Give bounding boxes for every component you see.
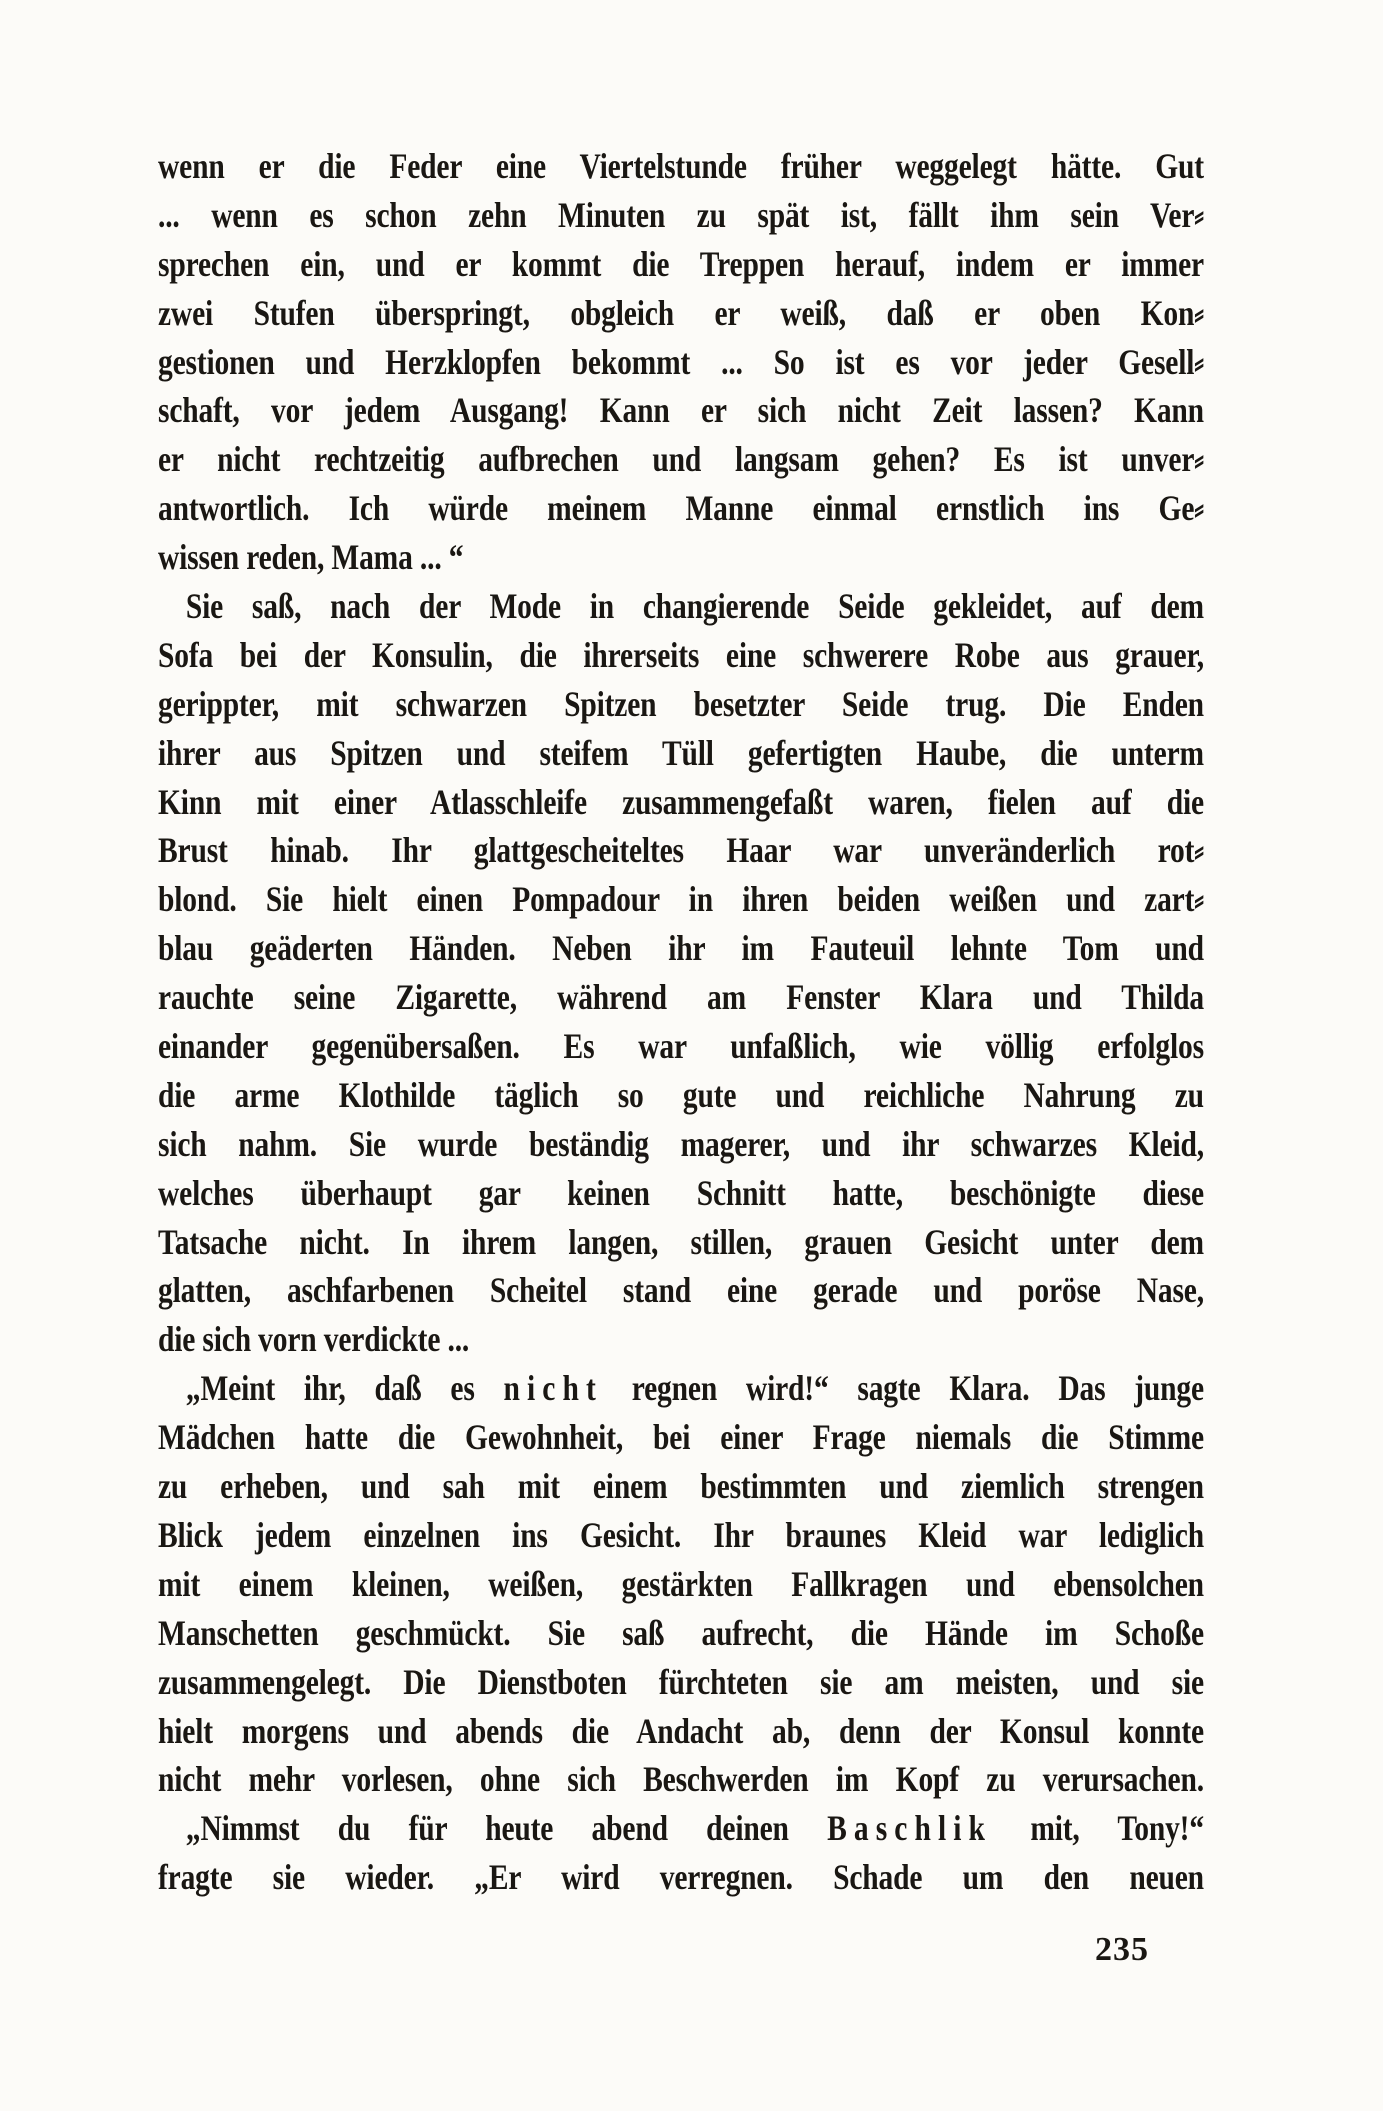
text-line: die arme Klothilde täglich so gute und reichliche Nahrung zu xyxy=(158,1074,1204,1115)
emphasized-word: Baschlik xyxy=(827,1808,993,1849)
text-line: Brust hinab. Ihr glattgescheiteltes Haar war unveränderlich rot⸗ xyxy=(158,830,1204,871)
text-line: welches überhaupt gar keinen Schnitt hatte, beschönigte diese xyxy=(158,1172,1204,1213)
paragraph xyxy=(158,1364,1204,1804)
text-line: er nicht rechtzeitig aufbrechen und langsam gehen? Es ist unver⸗ xyxy=(158,439,1204,480)
text-line: hielt morgens und abends die Andacht ab, denn der Konsul konnte xyxy=(158,1710,1204,1751)
text-line: gestionen und Herzklopfen bekommt ... So ist es vor jeder Gesell⸗ xyxy=(158,341,1204,382)
text-line: Blick jedem einzelnen ins Gesicht. Ihr braunes Kleid war lediglich xyxy=(158,1514,1204,1555)
text-line: wenn er die Feder eine Viertelstunde früher weggelegt hätte. Gut xyxy=(158,146,1204,186)
text-line: Sofa bei der Konsulin, die ihrerseits eine schwerere Robe aus grauer, xyxy=(158,634,1204,675)
text-line: gerippter, mit schwarzen Spitzen besetzter Seide trug. Die Enden xyxy=(158,683,1204,724)
text-line: ihrer aus Spitzen und steifem Tüll gefertigten Haube, die unterm xyxy=(158,732,1204,773)
text-line: wissen reden, Mama ... “ xyxy=(158,537,464,578)
text-line: antwortlich. Ich würde meinem Manne einmal ernstlich ins Ge⸗ xyxy=(158,488,1204,529)
paragraph xyxy=(158,142,1204,582)
page-number: 235 xyxy=(1095,1931,1149,1968)
text-line: die sich vorn verdickte ... xyxy=(158,1319,470,1360)
text-line: sich nahm. Sie wurde beständig magerer, und ihr schwarzes Kleid, xyxy=(158,1123,1204,1164)
text-line: sprechen ein, und er kommt die Treppen herauf, indem er immer xyxy=(158,243,1204,284)
paragraph xyxy=(158,1804,1204,1902)
text-line: blau geäderten Händen. Neben ihr im Fauteuil lehnte Tom und xyxy=(158,928,1204,969)
text-line: glatten, aschfarbenen Scheitel stand eine gerade und poröse Nase, xyxy=(158,1270,1204,1311)
text-line: „Nimmst du für heute abend deinen Baschlik mit, Tony!“ xyxy=(185,1808,1204,1849)
text-line: Manschetten geschmückt. Sie saß aufrecht, die Hände im Schoße xyxy=(158,1612,1204,1653)
paragraph xyxy=(158,582,1204,1364)
text-line: zwei Stufen überspringt, obgleich er weiß, daß er oben Kon⸗ xyxy=(158,292,1204,333)
text-line: zusammengelegt. Die Dienstboten fürchteten sie am meisten, und sie xyxy=(158,1661,1204,1702)
text-line: Mädchen hatte die Gewohnheit, bei einer Frage niemals die Stimme xyxy=(158,1417,1204,1458)
text-block xyxy=(158,142,1204,1902)
text-line: einander gegenübersaßen. Es war unfaßlich, wie völlig erfolglos xyxy=(158,1026,1204,1067)
text-line: zu erheben, und sah mit einem bestimmten und ziemlich strengen xyxy=(158,1466,1204,1507)
text-line: mit einem kleinen, weißen, gestärkten Fallkragen und ebensolchen xyxy=(158,1563,1204,1604)
emphasized-word: nicht xyxy=(503,1368,603,1409)
text-line: Kinn mit einer Atlasschleife zusammengefaßt waren, fielen auf die xyxy=(158,781,1204,822)
text-line: Tatsache nicht. In ihrem langen, stillen, grauen Gesicht unter dem xyxy=(158,1221,1204,1262)
text-line: nicht mehr vorlesen, ohne sich Beschwerden im Kopf zu verursachen. xyxy=(158,1759,1204,1800)
text-line: „Meint ihr, daß es nicht regnen wird!“ sagte Klara. Das junge xyxy=(185,1368,1204,1409)
text-line: Sie saß, nach der Mode in changierende Seide gekleidet, auf dem xyxy=(185,586,1204,627)
text-line: fragte sie wieder. „Er wird verregnen. Schade um den neuen xyxy=(158,1857,1204,1898)
text-line: ... wenn es schon zehn Minuten zu spät ist, fällt ihm sein Ver⸗ xyxy=(158,194,1204,235)
text-line: rauchte seine Zigarette, während am Fenster Klara und Thilda xyxy=(158,977,1204,1018)
text-line: schaft, vor jedem Ausgang! Kann er sich nicht Zeit lassen? Kann xyxy=(158,390,1204,431)
text-line: blond. Sie hielt einen Pompadour in ihren beiden weißen und zart⸗ xyxy=(158,879,1204,920)
